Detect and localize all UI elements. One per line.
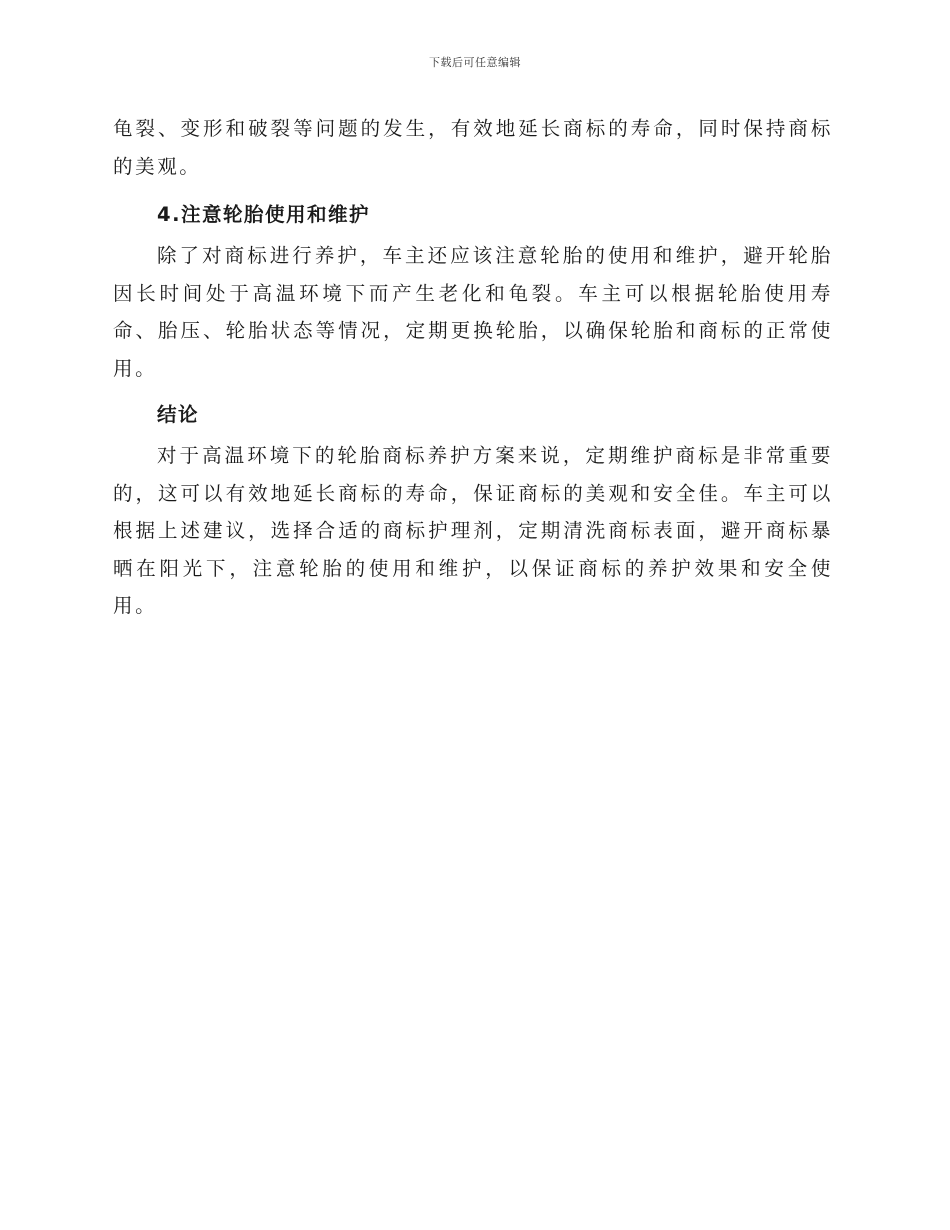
- section-heading: 4.注意轮胎使用和维护: [157, 203, 370, 226]
- intro-paragraph: 龟裂、变形和破裂等问题的发生，有效地延长商标的寿命，同时保持商标的美观。: [113, 117, 833, 178]
- conclusion-heading: 结论: [157, 403, 200, 426]
- conclusion-paragraph: 对于高温环境下的轮胎商标养护方案来说，定期维护商标是非常重要的，这可以有效地延长商标的寿命，保证商标的美观和安全佳。车主可以根据上述建议，选择合适的商标护理剂，定期清洗商标表面，避开商标暴晒在阳光下，注意轮胎的使用和维护，以保证商标的养护效果和安全使用。: [113, 444, 833, 617]
- section-paragraph: 除了对商标进行养护，车主还应该注意轮胎的使用和维护，避开轮胎因长时间处于高温环境下而产生老化和龟裂。车主可以根据轮胎使用寿命、胎压、轮胎状态等情况，定期更换轮胎，以确保轮胎和商标的正常使用。: [113, 244, 833, 380]
- document-body: [113, 110, 833, 625]
- page-header: 下载后可任意编辑: [429, 56, 521, 69]
